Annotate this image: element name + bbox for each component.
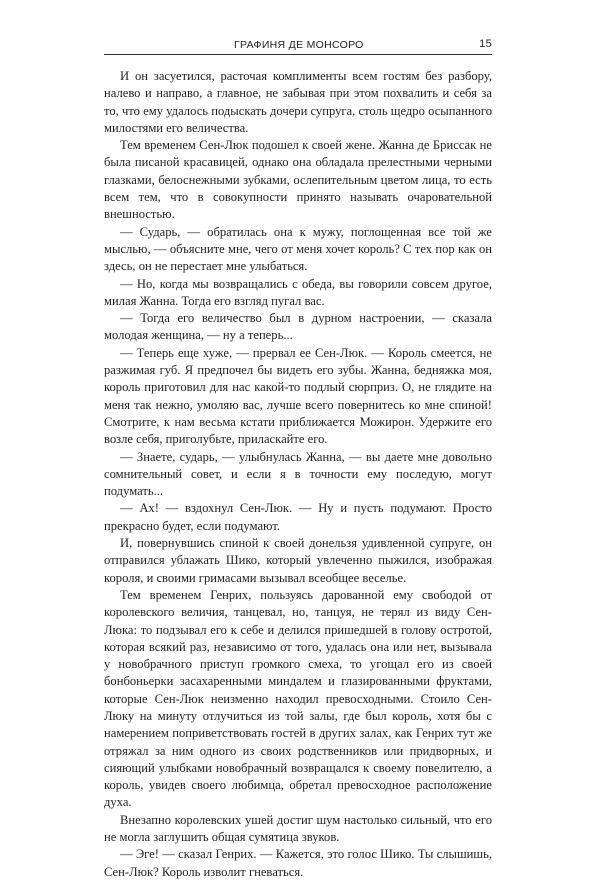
paragraph: — Но, когда мы возвращались с обеда, вы говорили совсем другое, милая Жанна. Тогда его взгляд пугал вас. bbox=[104, 276, 492, 308]
running-header bbox=[104, 38, 492, 55]
paragraph: — Тогда его величество был в дурном настроении, — сказала молодая женщина, — ну а теперь... bbox=[104, 311, 492, 343]
body-text bbox=[104, 68, 492, 881]
paragraph: Тем временем Генрих, пользуясь дарованной ему свободой от королевского величия, танцевал, но, танцуя, не терял из виду Сен-Люка: то подзывал его к себе и делился пришедшей в голову остротой, которая всякий раз, независимо от того, удалась она или нет, вызывала у новобрачного приступ громкого смеха, то угощал его из своей бонбоньерки засахаренными миндалем и глазированными фруктами, которые Сен-Люк неизменно находил превосходными. Стоило Сен-Люку на минуту отлучиться из той залы, где был король, хотя бы с намерением поприветствовать гостей в других залах, как Генрих тут же отряжал за ним одного из своих родственников или придворных, и сияющий улыбками новобрачный возвращался к своему повелителю, а король, увидев своего любимца, обретал превосходное расположение духа. bbox=[104, 587, 492, 810]
running-title: ГРАФИНЯ ДЕ МОНСОРО bbox=[234, 39, 364, 51]
paragraph: И он засуетился, расточая комплименты всем гостям без разбору, налево и направо, а главное, не забывая при этом похвалить и себя за то, что ему удалось подыскать дочери супруга, столь щедро осыпанного милостями его величества. bbox=[104, 69, 492, 135]
paragraph: — Знаете, сударь, — улыбнулась Жанна, — вы даете мне довольно сомнительный совет, и если я в точности ему последую, могут подумать... bbox=[104, 449, 492, 499]
paragraph: — Ах! — вздохнул Сен-Люк. — Ну и пусть подумают. Просто прекрасно будет, если подумают. bbox=[104, 501, 492, 533]
paragraph: Тем временем Сен-Люк подошел к своей жене. Жанна де Бриссак не была писаной красавицей, однако она обладала прелестными черными глазками, белоснежными зубками, ослепительным цветом лица, то есть всем тем, что в совокупности принято называть очаровательной внешностью. bbox=[104, 138, 492, 222]
paragraph: — Эге! — сказал Генрих. — Кажется, это голос Шико. Ты слышишь, Сен-Люк? Король изволит гневаться. bbox=[104, 847, 492, 879]
paragraph: И, повернувшись спиной к своей донельзя удивленной супруге, он отправился ублажать Шико, который увлеченно пыжился, изображая короля, и своими гримасами вызывал всеобщее веселье. bbox=[104, 536, 492, 585]
paragraph: — Сударь, — обратилась она к мужу, поглощенная все той же мыслью, — объясните мне, чего от меня хочет король? С тех пор как он здесь, он не перестает мне улыбаться. bbox=[104, 224, 492, 274]
paragraph: — Теперь еще хуже, — прервал ее Сен-Люк. — Король смеется, не разжимая губ. Я предпочел бы видеть его зубы. Жанна, бедняжка моя, король приготовил для нас какой-то подлый сюрприз. О, не глядите на меня так нежно, умоляю вас, лучше всего повернитесь ко мне спиной! Смотрите, к нам весьма кстати приближается Можирон. Удержите его возле себя, приголубьте, приласкайте его. bbox=[104, 345, 492, 447]
paragraph: Внезапно королевских ушей достиг шум настолько сильный, что его не могла заглушить общая сумятица звуков. bbox=[104, 812, 492, 845]
page-number: 15 bbox=[479, 38, 492, 50]
